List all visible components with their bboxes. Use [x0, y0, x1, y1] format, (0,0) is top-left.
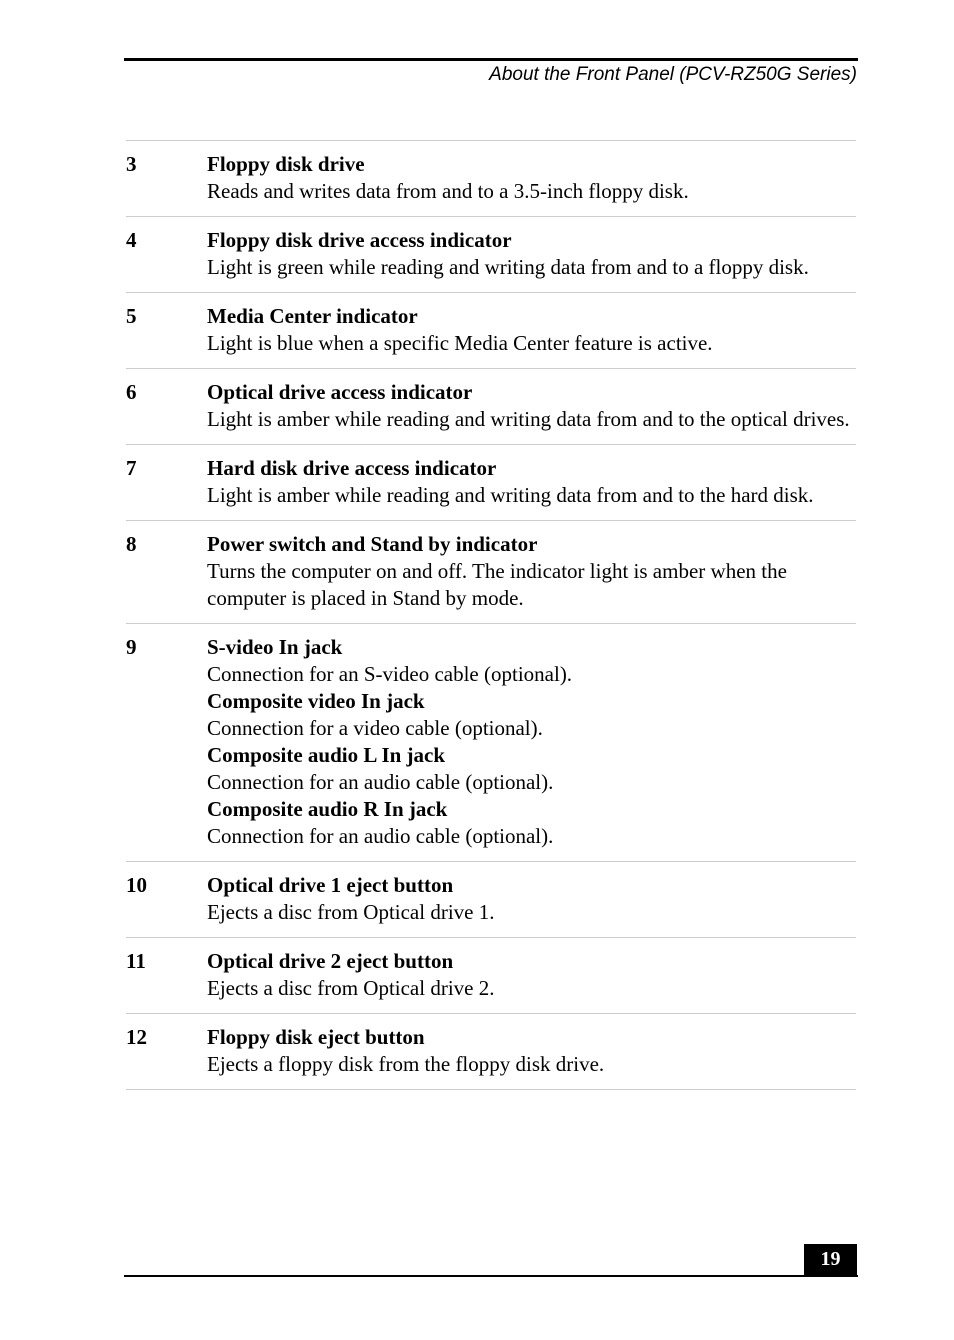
- item-body: [207, 303, 856, 357]
- item-row: [126, 445, 856, 521]
- item-description: Connection for a video cable (optional).: [207, 716, 543, 740]
- item-number: 6: [126, 380, 137, 404]
- item-number: 7: [126, 456, 137, 480]
- item-number: 4: [126, 228, 137, 252]
- item-title: Hard disk drive access indicator: [207, 456, 497, 480]
- item-description: Reads and writes data from and to a 3.5-inch floppy disk.: [207, 179, 689, 203]
- item-description: Light is amber while reading and writing data from and to the optical drives.: [207, 407, 850, 431]
- item-body: [207, 455, 856, 509]
- item-description: Turns the computer on and off. The indicator light is amber when the computer is placed in Stand by mode.: [207, 559, 787, 610]
- item-body: [207, 151, 856, 205]
- item-row: [126, 369, 856, 445]
- item-title: Optical drive 2 eject button: [207, 949, 454, 973]
- item-number: 8: [126, 532, 137, 556]
- item-title: Optical drive 1 eject button: [207, 873, 454, 897]
- item-number: 12: [126, 1025, 147, 1049]
- item-description: Ejects a disc from Optical drive 2.: [207, 976, 495, 1000]
- front-panel-item-list: [126, 140, 856, 1090]
- item-description: Light is green while reading and writing data from and to a floppy disk.: [207, 255, 809, 279]
- item-body: [207, 948, 856, 1002]
- item-description: Connection for an audio cable (optional).: [207, 770, 554, 794]
- page-number: 19: [804, 1244, 857, 1277]
- item-description: Light is amber while reading and writing data from and to the hard disk.: [207, 483, 814, 507]
- item-row: [126, 862, 856, 938]
- item-body: [207, 872, 856, 926]
- item-title: Floppy disk eject button: [207, 1025, 425, 1049]
- item-number: 5: [126, 304, 137, 328]
- item-body: [207, 1024, 856, 1078]
- item-title: Optical drive access indicator: [207, 380, 473, 404]
- item-title: Media Center indicator: [207, 304, 418, 328]
- item-body: [207, 531, 856, 612]
- item-description: Light is blue when a specific Media Center feature is active.: [207, 331, 713, 355]
- item-number: 3: [126, 152, 137, 176]
- item-row: [126, 217, 856, 293]
- item-description: Connection for an audio cable (optional).: [207, 824, 554, 848]
- item-title: S-video In jack: [207, 635, 343, 659]
- item-row: [126, 141, 856, 217]
- running-header: About the Front Panel (PCV-RZ50G Series): [489, 64, 857, 85]
- item-row: [126, 1014, 856, 1090]
- item-description: Ejects a disc from Optical drive 1.: [207, 900, 495, 924]
- item-body: [207, 227, 856, 281]
- header-rule: [124, 58, 858, 61]
- item-title: Power switch and Stand by indicator: [207, 532, 538, 556]
- item-title: Composite audio R In jack: [207, 797, 448, 821]
- item-row: [126, 521, 856, 624]
- item-row: [126, 938, 856, 1014]
- item-title: Composite audio L In jack: [207, 743, 446, 767]
- item-body: [207, 634, 856, 850]
- item-number: 10: [126, 873, 147, 897]
- item-number: 11: [126, 949, 146, 973]
- item-number: 9: [126, 635, 137, 659]
- item-title: Floppy disk drive access indicator: [207, 228, 512, 252]
- item-row: [126, 293, 856, 369]
- item-row: [126, 624, 856, 862]
- item-title: Composite video In jack: [207, 689, 425, 713]
- item-description: Connection for an S-video cable (optional).: [207, 662, 573, 686]
- item-body: [207, 379, 856, 433]
- item-description: Ejects a floppy disk from the floppy disk drive.: [207, 1052, 605, 1076]
- item-title: Floppy disk drive: [207, 152, 365, 176]
- footer-rule: [124, 1275, 858, 1277]
